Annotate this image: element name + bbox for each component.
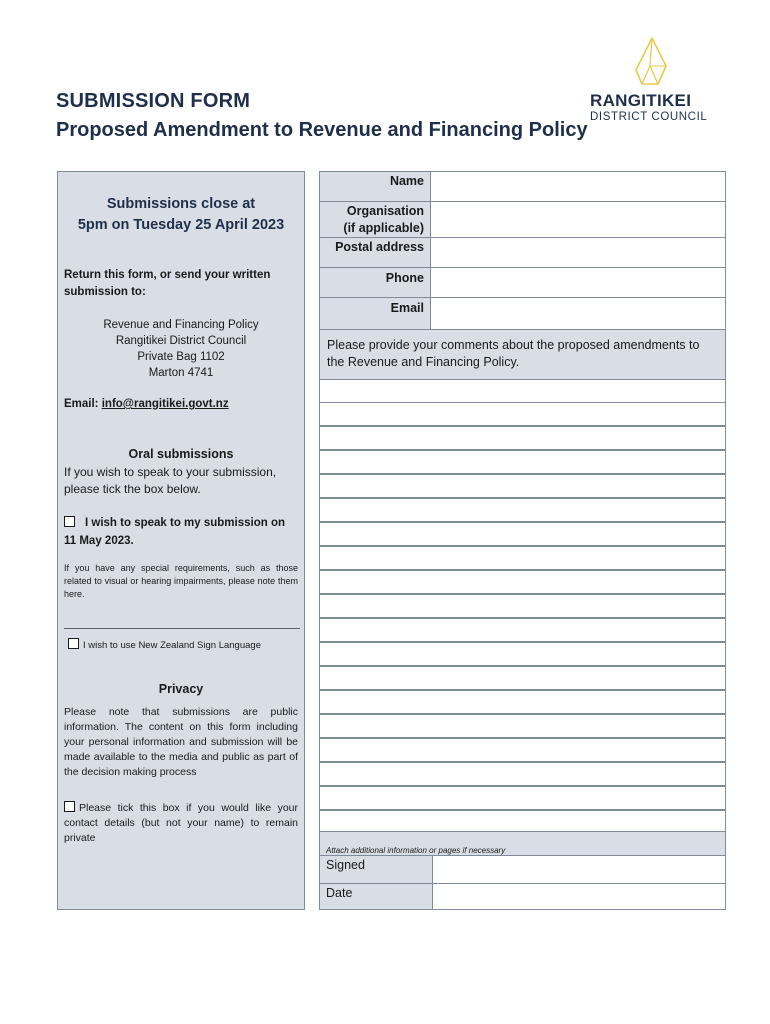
- phone-row: [319, 267, 726, 298]
- email-label: Email: [319, 297, 431, 330]
- organisation-label-line: Organisation: [346, 204, 424, 218]
- organisation-label: [319, 201, 431, 238]
- return-instructions: Return this form, or send your written submission to:: [64, 269, 271, 298]
- postal-label: Postal address: [319, 237, 431, 268]
- postal-address-block: [58, 317, 304, 381]
- date-label: Date: [319, 883, 433, 910]
- comment-line[interactable]: [319, 618, 726, 642]
- organisation-field[interactable]: [430, 201, 726, 238]
- contact-email: [64, 398, 229, 410]
- postal-field[interactable]: [430, 237, 726, 268]
- comment-line[interactable]: [319, 810, 726, 832]
- council-logo: [588, 36, 718, 128]
- email-link[interactable]: info@rangitikei.govt.nz: [101, 398, 229, 410]
- name-field[interactable]: [430, 171, 726, 202]
- speak-checkbox-label: I wish to speak to my submission on 11 May 2023.: [64, 517, 286, 547]
- comment-line[interactable]: [319, 498, 726, 522]
- address-line: Rangitikei District Council: [115, 335, 247, 347]
- oral-submissions-heading: Oral submissions: [128, 447, 234, 461]
- organisation-row: [319, 201, 726, 238]
- name-row: [319, 171, 726, 202]
- email-field[interactable]: [430, 297, 726, 330]
- comment-line[interactable]: [319, 546, 726, 570]
- email-label: Email:: [64, 398, 99, 410]
- council-name: RANGITIKEI: [590, 91, 692, 110]
- speak-option: [64, 514, 300, 550]
- comment-line[interactable]: [319, 666, 726, 690]
- comment-line[interactable]: [319, 594, 726, 618]
- comment-line[interactable]: [319, 714, 726, 738]
- private-checkbox[interactable]: [64, 801, 75, 812]
- phone-field[interactable]: [430, 267, 726, 298]
- signed-field[interactable]: [432, 855, 726, 884]
- special-requirements-text: If you have any special requirements, such as those related to visual or hearing impairments, please note them here.: [64, 563, 298, 599]
- nzsl-checkbox[interactable]: [68, 638, 79, 649]
- signed-label: Signed: [319, 855, 433, 884]
- comment-line[interactable]: [319, 642, 726, 666]
- comment-line[interactable]: [319, 402, 726, 426]
- nzsl-option: [68, 638, 261, 651]
- comment-line[interactable]: [319, 522, 726, 546]
- comments-prompt: Please provide your comments about the proposed amendments to the Revenue and Financing Policy.: [319, 329, 726, 380]
- postal-row: [319, 237, 726, 268]
- comment-line[interactable]: [319, 762, 726, 786]
- phone-label: Phone: [319, 267, 431, 298]
- oral-submissions-text: If you wish to speak to your submission, please tick the box below.: [64, 465, 277, 496]
- privacy-heading: Privacy: [158, 682, 204, 696]
- private-checkbox-label: Please tick this box if you would like your contact details (but not your name) to remain private: [64, 802, 298, 844]
- form-subtitle: Proposed Amendment to Revenue and Financing Policy: [56, 119, 588, 141]
- name-label: Name: [319, 171, 431, 202]
- nzsl-checkbox-label: I wish to use New Zealand Sign Language: [83, 640, 261, 651]
- address-line: Revenue and Financing Policy: [103, 319, 259, 331]
- comment-line[interactable]: [319, 426, 726, 450]
- comment-line[interactable]: [319, 379, 726, 403]
- address-line: Private Bag 1102: [137, 351, 225, 363]
- date-field[interactable]: [432, 883, 726, 910]
- closing-line-1: Submissions close at: [106, 196, 256, 212]
- private-option: [64, 801, 298, 846]
- email-row: [319, 297, 726, 330]
- comment-line[interactable]: [319, 450, 726, 474]
- privacy-text: Please note that submissions are public information. The content on this form including your personal information and submission will be made available to the media and public as part of the decision making process: [64, 706, 298, 778]
- comment-line[interactable]: [319, 738, 726, 762]
- council-subname: DISTRICT COUNCIL: [590, 111, 708, 123]
- comment-line[interactable]: [319, 474, 726, 498]
- council-logo-mark-icon: [632, 36, 670, 88]
- special-requirements-line[interactable]: [64, 628, 300, 629]
- info-panel: [57, 171, 305, 910]
- comment-line[interactable]: [319, 690, 726, 714]
- comment-line[interactable]: [319, 570, 726, 594]
- closing-line-2: 5pm on Tuesday 25 April 2023: [77, 217, 285, 233]
- form-title: SUBMISSION FORM: [56, 90, 251, 112]
- comment-line[interactable]: [319, 786, 726, 810]
- organisation-label-line: (if applicable): [343, 221, 424, 235]
- submission-fields: [319, 171, 726, 910]
- closing-date: [58, 194, 304, 236]
- speak-checkbox[interactable]: [64, 516, 75, 527]
- attach-note: Attach additional information or pages if necessary: [319, 831, 726, 856]
- address-line: Marton 4741: [148, 367, 214, 379]
